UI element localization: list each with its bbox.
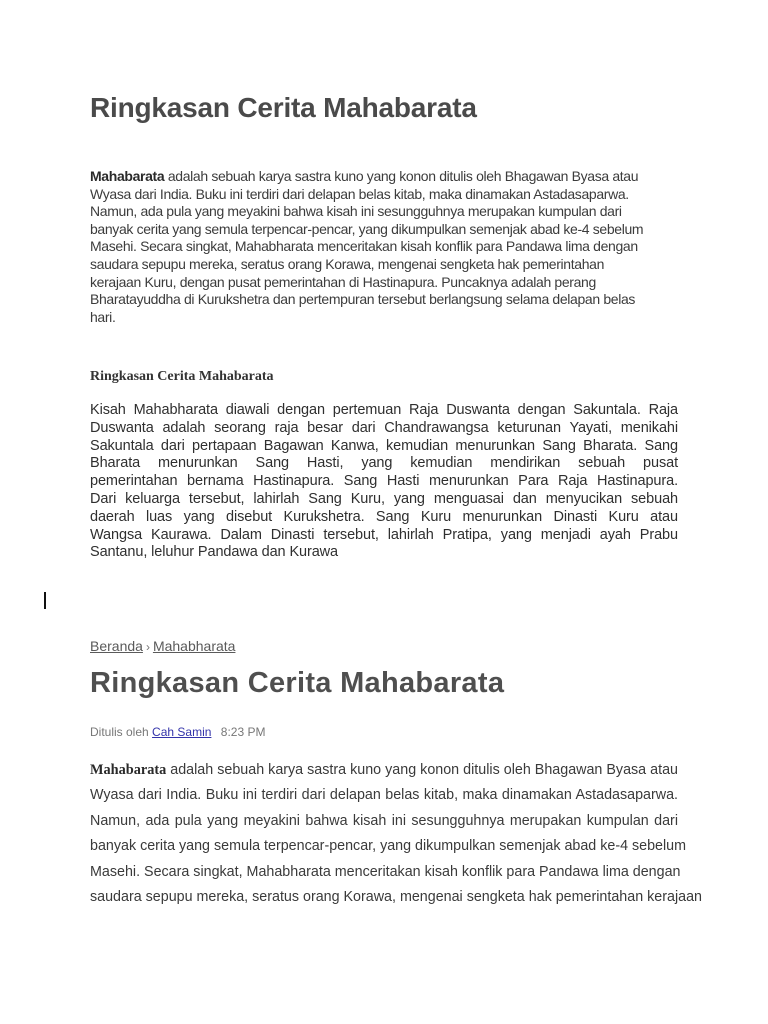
paragraph-line: Mahabarata adalah sebuah karya sastra kuno yang konon ditulis oleh Bhagawan Byasa atau [90,168,639,184]
story-paragraph [90,402,678,562]
paragraph-line: Bharatayuddha di Kurukshetra dan pertempuran tersebut berlangsung selama delapan belas [90,291,636,308]
paragraph-line: Masehi. Secara singkat, Mahabharata menceritakan kisah konflik para Pandawa lima dengan [90,238,638,255]
paragraph-line: Wyasa dari India. Buku ini terdiri dari delapan belas kitab, maka dinamakan Astadasaparwa. [90,185,629,202]
paragraph-line: Namun, ada pula yang meyakini bahwa kisah ini sesungguhnya merupakan kumpulan dari [90,203,622,220]
paragraph-line: Duswanta adalah seorang raja besar dari Chandrawangsa keturunan Yayati, menikahi [90,419,678,436]
paragraph-line: saudara sepupu mereka, seratus orang Korawa, mengenai sengketa hak pemerintahan kerajaan [90,888,702,905]
paragraph-line: banyak cerita yang semula terpencar-pencar, yang dikumpulkan semenjak abad ke-4 sebelum [90,220,644,237]
paragraph-line: daerah luas yang disebut Kurukshetra. Sang Kuru menurunkan Dinasti Kuru atau [90,508,678,525]
breadcrumb-category-link[interactable]: Mahabharata [152,638,236,654]
intro-paragraph [90,168,680,326]
paragraph-line: hari. [90,308,116,325]
post-body-paragraph [90,758,702,910]
paragraph-line: Dari keluarga tersebut, lahirlah Sang Kuru, yang menguasai dan menyucikan sebuah [90,490,678,507]
bold-lead: Mahabarata [90,168,165,184]
breadcrumb [90,638,235,654]
paragraph-line: Namun, ada pula yang meyakini bahwa kisah ini sesungguhnya merupakan kumpulan dari [90,812,678,829]
paragraph-line: kerajaan Kuru, dengan pusat pemerintahan di Hastinapura. Puncaknya adalah perang [90,273,596,290]
paragraph-line: Wangsa Kaurawa. Dalam Dinasti tersebut, lahirlah Pratipa, yang menjadi ayah Prabu [90,526,678,543]
breadcrumb-separator: › [145,640,150,654]
page-title: Ringkasan Cerita Mahabarata [90,92,477,123]
paragraph-line: Santanu, leluhur Pandawa dan Kurawa [90,544,339,561]
breadcrumb-home-link[interactable]: Beranda [90,638,143,654]
section-subtitle: Ringkasan Cerita Mahabarata [90,369,274,384]
paragraph-line: Bharata menurunkan Sang Hasti, yang kemudian mendirikan sebuah pusat [90,455,678,472]
post-title: Ringkasan Cerita Mahabarata [90,667,505,699]
text-cursor [44,592,46,609]
paragraph-line: saudara sepupu mereka, seratus orang Korawa, mengenai sengketa hak pemerintahan [90,255,605,272]
paragraph-line: Kisah Mahabharata diawali dengan pertemuan Raja Duswanta dengan Sakuntala. Raja [90,402,678,418]
paragraph-line: pemerintahan bernama Hastinapura. Sang Hasti menurunkan Para Raja Hastinapura. [90,473,678,490]
byline-prefix: Ditulis oleh [90,725,149,739]
paragraph-line: Mahabarata adalah sebuah karya sastra kuno yang konon ditulis oleh Bhagawan Byasa atau [90,762,678,778]
paragraph-line: Wyasa dari India. Buku ini terdiri dari delapan belas kitab, maka dinamakan Astadasaparwa. [90,787,678,804]
paragraph-line: banyak cerita yang semula terpencar-pencar, yang dikumpulkan semenjak abad ke-4 sebelum [90,838,687,855]
post-byline [90,725,265,739]
paragraph-line: Sakuntala dari pertapaan Bagawan Kanwa, kemudian menurunkan Sang Bharata. Sang [90,437,678,454]
bold-lead: Mahabarata [90,762,167,778]
author-link[interactable]: Cah Samin [152,725,212,739]
post-time: 8:23 PM [220,725,266,739]
paragraph-line: Masehi. Secara singkat, Mahabharata menceritakan kisah konflik para Pandawa lima dengan [90,863,681,880]
